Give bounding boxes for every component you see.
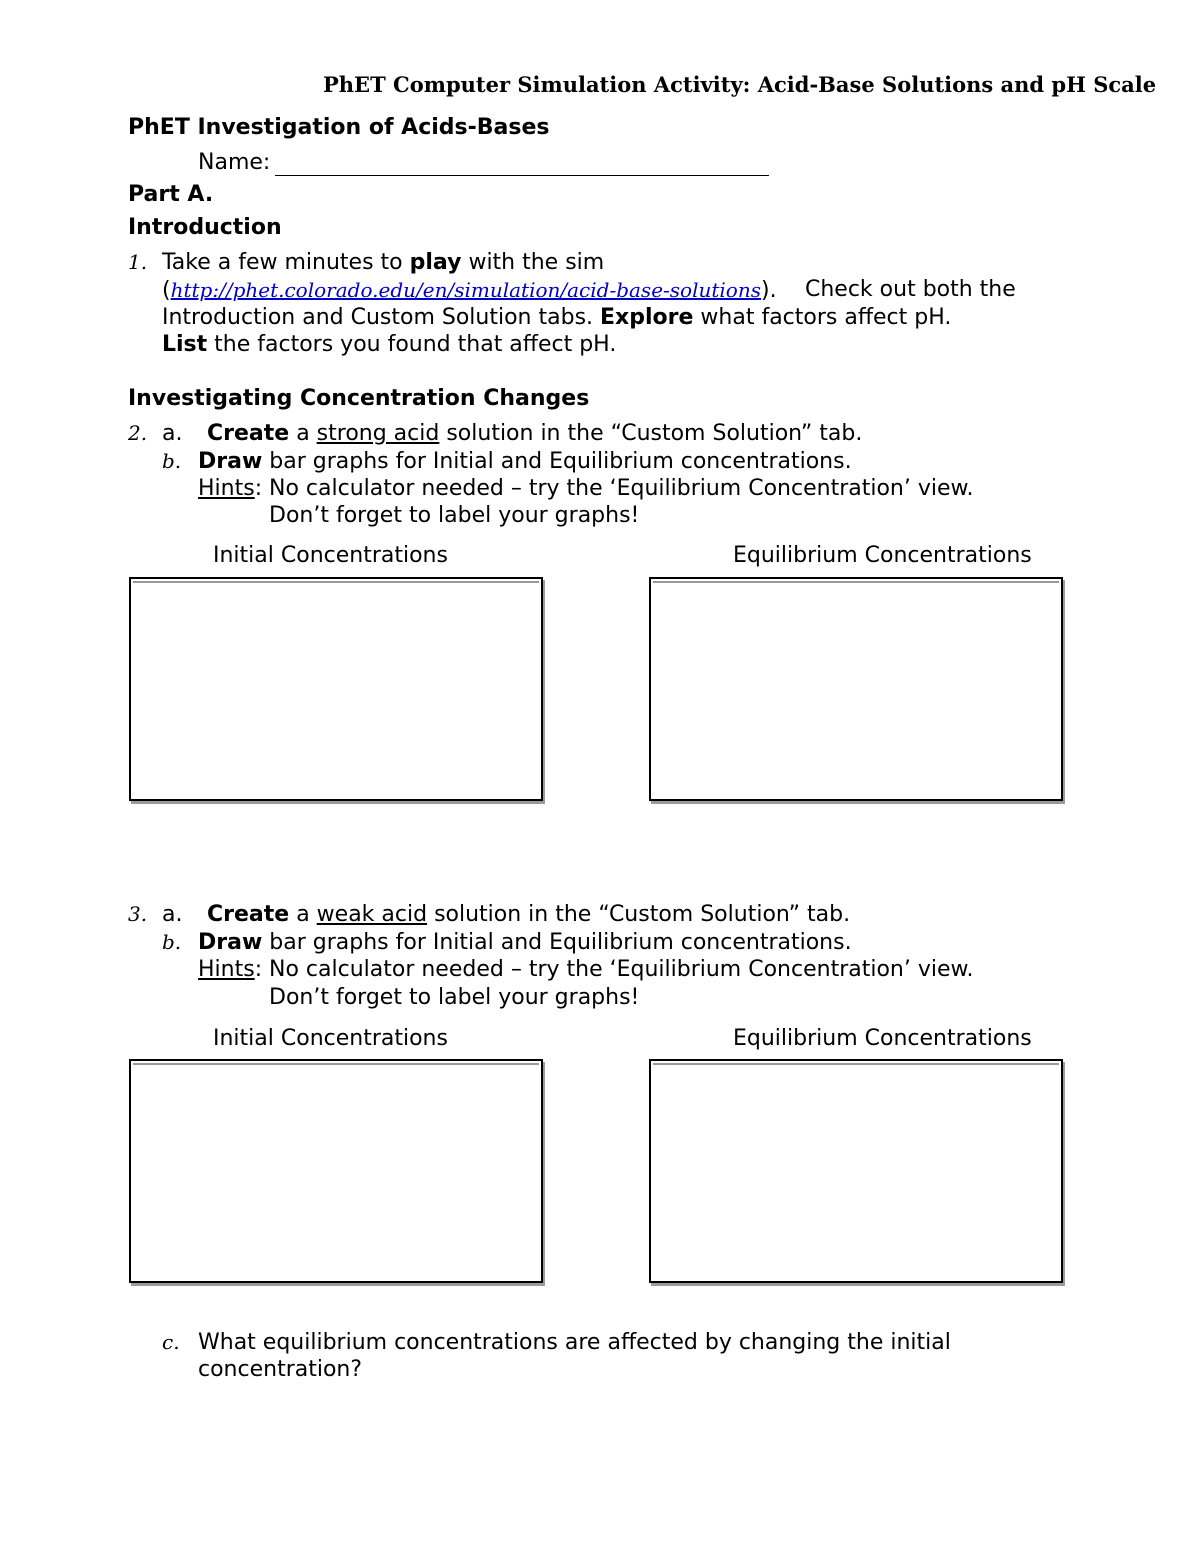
intro-heading: Introduction xyxy=(128,215,282,240)
q1-line-2-tail: Check out both the xyxy=(805,277,1016,302)
running-header: PhET Computer Simulation Activity: Acid-Base Solutions and pH Scale xyxy=(323,72,1157,97)
initial-graph-box[interactable] xyxy=(129,1059,543,1283)
q1-line-1: Take a few minutes to play with the sim xyxy=(162,250,605,275)
q3-hints-label: Hints: xyxy=(198,957,263,982)
q1-line-2: (http://phet.colorado.edu/en/simulation/acid-base-solutions). xyxy=(162,278,777,303)
question-number: 2. xyxy=(128,421,148,445)
question-number: 1. xyxy=(128,250,148,274)
simulation-link[interactable]: http://phet.colorado.edu/en/simulation/acid-base-solutions xyxy=(170,278,761,302)
name-label: Name: xyxy=(198,150,271,175)
section-heading: Investigating Concentration Changes xyxy=(128,386,590,411)
q3-hint-1: No calculator needed – try the ‘Equilibrium Concentration’ view. xyxy=(269,957,974,982)
q3c-line-1: What equilibrium concentrations are affected by changing the initial xyxy=(198,1330,951,1355)
q3b-letter: b. xyxy=(162,930,182,954)
equilibrium-graph-box[interactable] xyxy=(649,577,1063,801)
q2b-text: Draw bar graphs for Initial and Equilibrium concentrations. xyxy=(198,449,852,474)
equilibrium-graph-box[interactable] xyxy=(649,1059,1063,1283)
q2a-letter: a. xyxy=(162,421,183,446)
name-field[interactable] xyxy=(275,175,769,176)
graph-label-initial: Initial Concentrations xyxy=(213,1026,448,1051)
graph-label-initial: Initial Concentrations xyxy=(213,543,448,568)
q2b-letter: b. xyxy=(162,449,182,473)
q3a-letter: a. xyxy=(162,902,183,927)
q1-line-3: Introduction and Custom Solution tabs. Explore what factors affect pH. xyxy=(162,305,952,330)
q1-line-4: List the factors you found that affect pH. xyxy=(162,332,617,357)
initial-graph-box[interactable] xyxy=(129,577,543,801)
graph-label-equilibrium: Equilibrium Concentrations xyxy=(733,543,1032,568)
q3a-text: Create a weak acid solution in the “Custom Solution” tab. xyxy=(207,902,851,927)
q2-hint-2: Don’t forget to label your graphs! xyxy=(269,503,640,528)
q2-hints-label: Hints: xyxy=(198,476,263,501)
document-title: PhET Investigation of Acids-Bases xyxy=(128,115,550,140)
q3b-text: Draw bar graphs for Initial and Equilibrium concentrations. xyxy=(198,930,852,955)
q2-hint-1: No calculator needed – try the ‘Equilibrium Concentration’ view. xyxy=(269,476,974,501)
part-label: Part A. xyxy=(128,182,214,207)
q2a-text: Create a strong acid solution in the “Custom Solution” tab. xyxy=(207,421,863,446)
question-number: 3. xyxy=(128,902,148,926)
q3c-line-2: concentration? xyxy=(198,1357,363,1382)
graph-label-equilibrium: Equilibrium Concentrations xyxy=(733,1026,1032,1051)
q3-hint-2: Don’t forget to label your graphs! xyxy=(269,985,640,1010)
q3c-letter: c. xyxy=(162,1330,180,1354)
